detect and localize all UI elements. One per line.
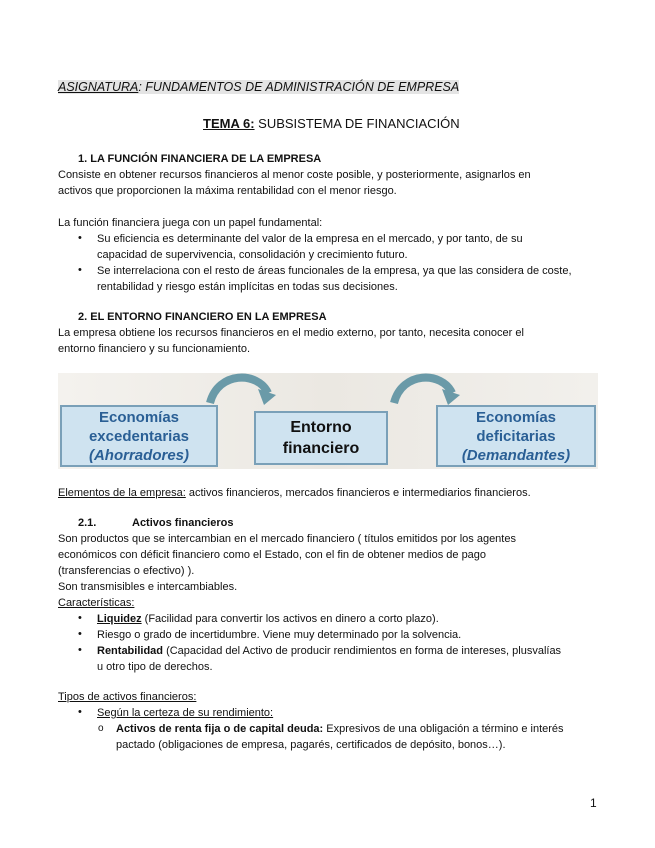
tema-rest: SUBSISTEMA DE FINANCIACIÓN — [254, 116, 460, 131]
subject-rest: : FUNDAMENTOS DE ADMINISTRACIÓN DE EMPRESA — [138, 80, 460, 94]
char-liquidity-label: Liquidez — [97, 613, 142, 625]
box-financial-environment — [254, 411, 388, 465]
box-left-line1: Economías — [98, 408, 180, 426]
types-certainty: Según la certeza de su rendimiento: — [97, 707, 274, 719]
char-liquidity-text: (Facilidad para convertir los activos en dinero a corto plazo). — [141, 613, 439, 625]
section1-bullet2a: Se interrelaciona con el resto de áreas funcionales de la empresa, ya que las considera de coste, — [97, 265, 572, 277]
section1-bullet1b: capacidad de supervivencia, consolidación y crecimiento futuro. — [97, 249, 408, 261]
bullet-icon: • — [78, 612, 82, 624]
section1-p1: Consiste en obtener recursos financieros al menor coste posible, y posteriormente, asignarlos en — [58, 169, 531, 181]
char-risk: Riesgo o grado de incertidumbre. Viene muy determinado por la solvencia. — [97, 629, 462, 641]
section2-p2: entorno financiero y su funcionamiento. — [58, 343, 251, 355]
box-right-line2: deficitarias — [476, 427, 556, 445]
section21-heading: Activos financieros — [132, 517, 234, 529]
types-label: Tipos de activos financieros: — [58, 691, 197, 703]
section1-bullet1a: Su eficiencia es determinante del valor de la empresa en el mercado, y por tanto, de su — [97, 233, 523, 245]
subject-label: ASIGNATURA — [58, 80, 139, 94]
circle-bullet-icon: o — [98, 723, 104, 734]
types-fixed-income-cont: pactado (obligaciones de empresa, pagarés, certificados de depósito, bonos…). — [116, 739, 506, 751]
box-deficit-economies — [436, 405, 596, 467]
section2-p1: La empresa obtiene los recursos financieros en el medio externo, por tanto, necesita conocer el — [58, 327, 524, 339]
section1-p2: activos que proporcionen la máxima rentabilidad con el menor riesgo. — [58, 185, 397, 197]
characteristics-label: Características: — [58, 597, 135, 609]
char-profitability-text: (Capacidad del Activo de producir rendimientos en forma de intereses, plusvalías — [163, 645, 562, 657]
section21-p2: económicos con déficit financiero como el Estado, con el fin de obtener medios de pago — [58, 549, 487, 561]
bullet-icon: • — [78, 264, 82, 276]
section21-number: 2.1. — [78, 517, 97, 529]
types-fixed-income-label: Activos de renta fija o de capital deuda: — [116, 723, 324, 735]
elements-rest: activos financieros, mercados financieros e intermediarios financieros. — [185, 487, 531, 499]
subject-header — [58, 80, 459, 94]
page-title — [203, 116, 460, 131]
char-profitability-label: Rentabilidad — [97, 645, 164, 657]
box-left-line2: excedentarias — [88, 427, 190, 445]
types-fixed-income — [116, 722, 564, 736]
box-right-line3: (Demandantes) — [461, 446, 571, 464]
box-right-line1: Economías — [475, 408, 557, 426]
box-left-line3: (Ahorradores) — [88, 446, 189, 464]
tema-label: TEMA 6: — [203, 116, 255, 131]
section1-p3: La función financiera juega con un papel fundamental: — [58, 217, 323, 229]
char-profitability-cont: u otro tipo de derechos. — [97, 661, 213, 673]
elements-label: Elementos de la empresa: — [58, 487, 186, 499]
section2-heading: 2. EL ENTORNO FINANCIERO EN LA EMPRESA — [78, 311, 327, 323]
section21-p4: Son transmisibles e intercambiables. — [58, 581, 238, 593]
bullet-icon: • — [78, 628, 82, 640]
box-center-line1: Entorno — [290, 419, 352, 436]
section21-p1: Son productos que se intercambian en el mercado financiero ( títulos emitidos por los agentes — [58, 533, 516, 545]
bullet-icon: • — [78, 706, 82, 718]
financial-environment-diagram — [58, 373, 598, 469]
box-surplus-economies — [60, 405, 218, 467]
char-profitability — [97, 644, 561, 658]
char-liquidity — [97, 612, 439, 626]
elements-line — [58, 486, 531, 500]
section21-p3: (transferencias o efectivo) ). — [58, 565, 195, 577]
box-center-line2: financiero — [282, 440, 360, 457]
bullet-icon: • — [78, 232, 82, 244]
types-fixed-income-text: Expresivos de una obligación a término e interés — [323, 723, 564, 735]
bullet-icon: • — [78, 644, 82, 656]
section1-bullet2b: rentabilidad y riesgo están implícitas en todas sus decisiones. — [97, 281, 398, 293]
section1-heading: 1. LA FUNCIÓN FINANCIERA DE LA EMPRESA — [78, 153, 322, 165]
page-number: 1 — [590, 796, 597, 810]
